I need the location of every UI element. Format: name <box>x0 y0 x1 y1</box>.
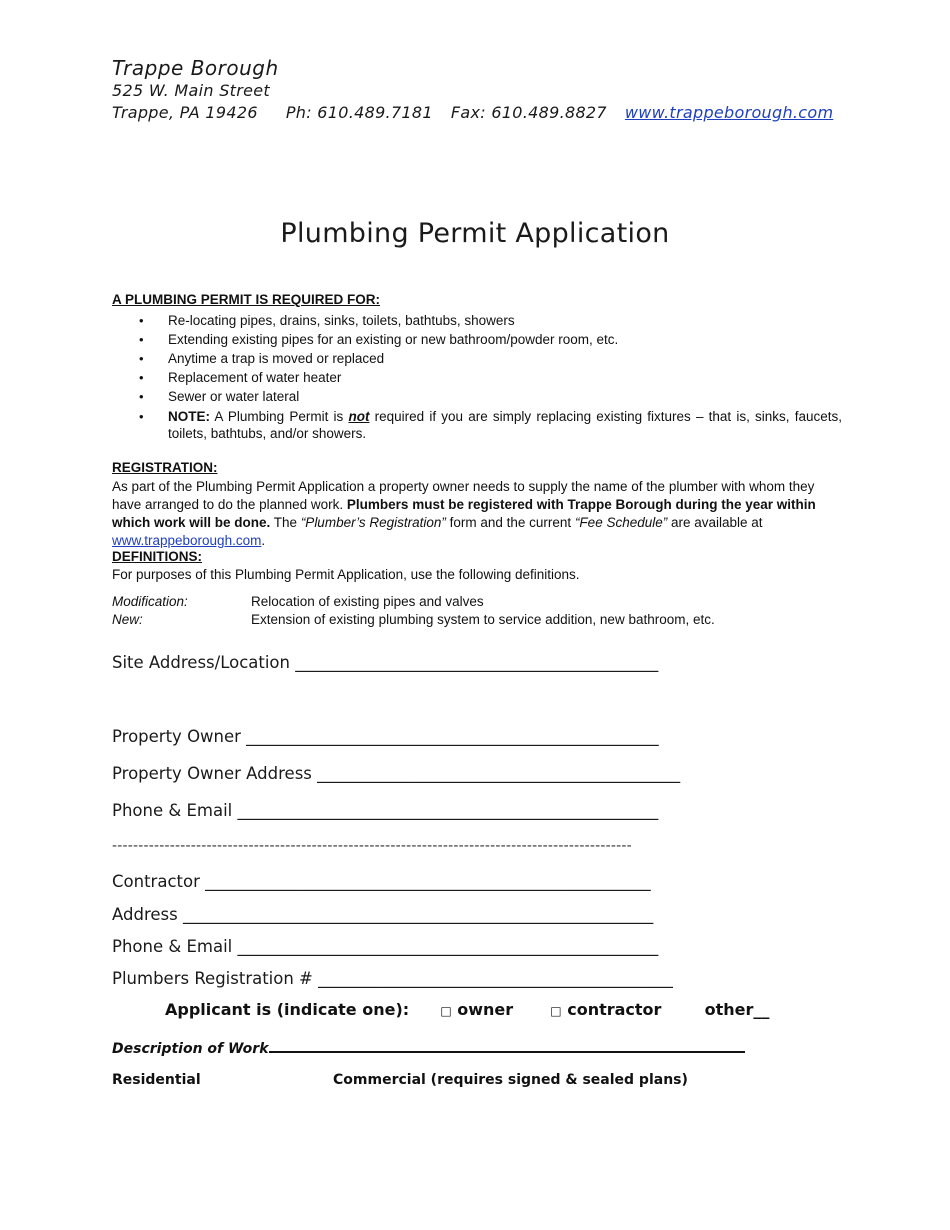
city-state-zip: Trappe, PA 19426 <box>112 103 258 122</box>
plumbers-registration-field[interactable]: Plumbers Registration # ___________________________________________ <box>112 969 673 988</box>
note-label: NOTE: <box>168 409 210 424</box>
list-item: • Sewer or water lateral <box>139 389 300 404</box>
list-item: • Extending existing pipes for an existing or new bathroom/powder room, etc. <box>139 332 619 347</box>
owner-checkbox[interactable]: □ <box>440 1004 452 1018</box>
definitions-heading: DEFINITIONS: <box>112 549 202 564</box>
contact-line <box>112 103 833 122</box>
page-title: Plumbing Permit Application <box>280 218 670 249</box>
property-owner-field[interactable]: Property Owner __________________________________________________ <box>112 727 659 746</box>
separator-line: --------------------------------------------------------------------------------------------------- <box>112 838 632 854</box>
note-item: • NOTE: A Plumbing Permit is not required if you are simply replacing existing fixtures – that is, sinks, faucets, toilets, bathtubs, and/or showers. <box>139 409 842 441</box>
list-item: • Anytime a trap is moved or replaced <box>139 351 385 366</box>
org-name: Trappe Borough <box>112 56 279 80</box>
contractor-checkbox[interactable]: □ <box>550 1004 562 1018</box>
residential-option[interactable]: Residential <box>112 1072 201 1088</box>
registration-paragraph: As part of the Plumbing Permit Application a property owner needs to supply the name of the plumber with whom they have arranged to do the planned work. Plumbers must be registered with Trappe Borough during the year within which work will be done. The “Plumber’s Registration” form and the current “Fee Schedule” are available at www.trappeborough.com. <box>112 479 816 548</box>
other-option[interactable]: other__ <box>704 1000 770 1019</box>
list-item: • Re-locating pipes, drains, sinks, toilets, bathtubs, showers <box>139 313 515 328</box>
required-heading: A PLUMBING PERMIT IS REQUIRED FOR: <box>112 292 381 307</box>
owner-phone-email-field[interactable]: Phone & Email ___________________________________________________ <box>112 801 659 820</box>
contractor-address-field[interactable]: Address _________________________________________________________ <box>112 905 654 924</box>
contractor-option[interactable]: contractor <box>567 1000 662 1019</box>
owner-option[interactable]: owner <box>457 1000 514 1019</box>
definitions-intro: For purposes of this Plumbing Permit Application, use the following definitions. <box>112 567 580 582</box>
description-of-work-field[interactable]: Description of Work <box>112 1037 745 1057</box>
commercial-option[interactable]: Commercial (requires signed & sealed plans) <box>333 1072 688 1088</box>
fax-number: Fax: 610.489.8827 <box>450 103 607 122</box>
website-link[interactable]: www.trappeborough.com <box>624 103 834 122</box>
not-emphasis: not <box>348 409 370 424</box>
definition-row: Modification: Relocation of existing pipes and valves <box>112 594 484 609</box>
registration-link[interactable]: www.trappeborough.com <box>112 533 262 548</box>
property-owner-address-field[interactable]: Property Owner Address ____________________________________________ <box>112 764 681 783</box>
site-address-field[interactable]: Site Address/Location ____________________________________________ <box>112 653 659 672</box>
contractor-phone-email-field[interactable]: Phone & Email ___________________________________________________ <box>112 937 659 956</box>
registration-heading: REGISTRATION: <box>112 460 218 475</box>
list-item: • Replacement of water heater <box>139 370 342 385</box>
required-list <box>112 311 842 442</box>
applicant-selector <box>165 1000 769 1019</box>
street-address: 525 W. Main Street <box>112 81 270 100</box>
phone-number: Ph: 610.489.7181 <box>285 103 433 122</box>
applicant-label: Applicant is (indicate one): <box>165 1000 410 1019</box>
description-line[interactable] <box>269 1037 745 1053</box>
contractor-field[interactable]: Contractor ______________________________________________________ <box>112 872 651 891</box>
definition-row: New: Extension of existing plumbing system to service addition, new bathroom, etc. <box>112 612 715 627</box>
